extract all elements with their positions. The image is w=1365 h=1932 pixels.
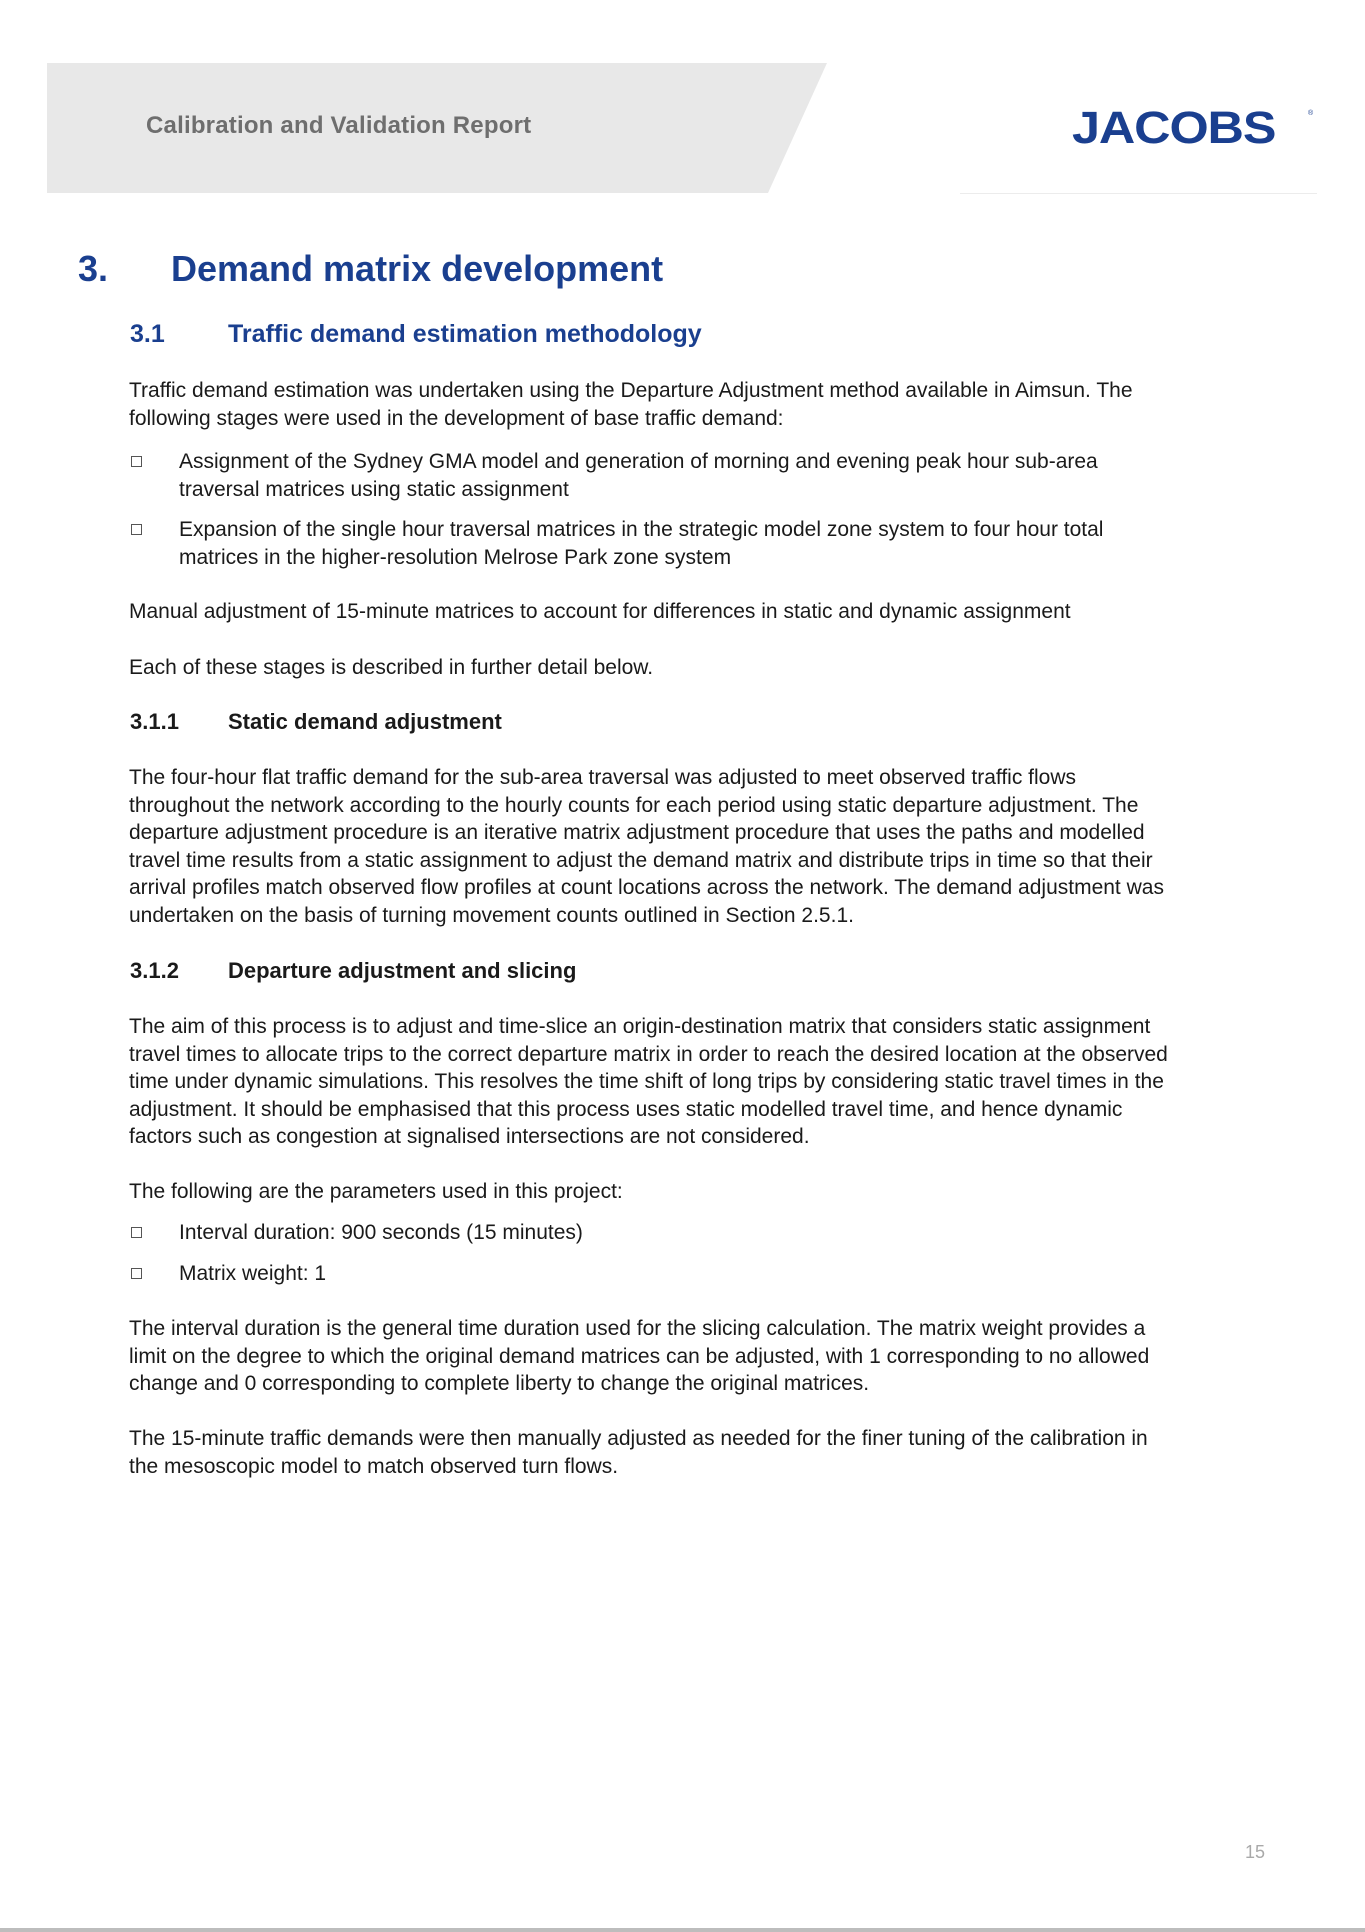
manual-adjustment-paragraph: Manual adjustment of 15-minute matrices to account for differences in static and dynamic assignment [129,600,1071,623]
text-line: travel time results from a static assignment to adjust the demand matrix and distribute trips in time so that their [129,848,1153,872]
page-bottom-edge [0,1928,1365,1932]
text-line: The 15-minute traffic demands were then manually adjusted as needed for the finer tuning of the calibration in [129,1427,1148,1450]
text-line: the mesoscopic model to match observed turn flows. [129,1454,619,1478]
heading-number: 3.1.1 [130,709,179,734]
text-line: matrices in the higher-resolution Melrose Park zone system [179,545,732,569]
text-line: following stages were used in the development of base traffic demand: [129,406,784,430]
text-line: undertaken on the basis of turning movement counts outlined in Section 2.5.1. [129,903,854,927]
checkbox-bullet-icon [131,1268,142,1279]
text-line: time under dynamic simulations. This resolves the time shift of long trips by considering static travel times in the [129,1070,1164,1093]
parameters-intro: The following are the parameters used in this project: [129,1180,623,1203]
text-line: factors such as congestion at signalised intersections are not considered. [129,1125,810,1148]
text-line: The interval duration is the general time duration used for the slicing calculation. The matrix weight provides a [129,1317,1146,1340]
text-line: arrival profiles match observed flow profiles at count locations across the network. The demand adjustment was [129,876,1164,899]
text-line: The aim of this process is to adjust and time-slice an origin-destination matrix that considers static assignment [129,1015,1151,1038]
page-number: 15 [1245,1842,1266,1862]
text-line: departure adjustment procedure is an iterative matrix adjustment procedure that uses the paths and modelled [129,821,1145,844]
checkbox-bullet-icon [131,524,142,535]
text-line: The four-hour flat traffic demand for the sub-area traversal was adjusted to meet observed traffic flows [129,766,1077,789]
checkbox-bullet-icon [131,1227,142,1238]
final-paragraph [129,1425,1269,1480]
document-title: Calibration and Validation Report [146,112,532,139]
departure-slicing-paragraph [129,1013,1269,1151]
each-stage-paragraph: Each of these stages is described in further detail below. [129,656,654,679]
static-demand-paragraph [129,764,1269,929]
text-line: traversal matrices using static assignment [179,477,569,501]
text-line: Expansion of the single hour traversal matrices in the strategic model zone system to four hour total [179,518,1104,541]
text-line: Assignment of the Sydney GMA model and generation of morning and evening peak hour sub-area [179,450,1098,473]
section-title: Demand matrix development [171,248,664,289]
registered-mark: ® [1308,110,1314,117]
heading-title: Static demand adjustment [228,709,502,734]
checkbox-bullet-icon [131,456,142,467]
text-line: change and 0 corresponding to complete liberty to change the original matrices. [129,1372,870,1395]
text-line: adjustment. It should be emphasised that this process uses static modelled travel time, and hence dynamic [129,1097,1123,1121]
heading-title: Departure adjustment and slicing [228,958,577,983]
interval-paragraph [129,1315,1269,1398]
section-number: 3. [78,248,109,289]
text-line: Traffic demand estimation was undertaken using the Departure Adjustment method available in Aimsun. The [129,379,1133,402]
intro-paragraph [129,377,1269,432]
text-line: throughout the network according to the hourly counts for each period using static departure adjustment. The [129,793,1139,817]
text-line: travel times to allocate trips to the correct departure matrix in order to reach the desired location at the observed [129,1042,1168,1066]
jacobs-logo: JACOBS [1072,102,1276,153]
header-divider [960,193,1317,194]
text-line: limit on the degree to which the original demand matrices can be adjusted, with 1 corresponding to no allowed [129,1344,1150,1368]
heading-number: 3.1.2 [130,958,179,983]
subsection-number: 3.1 [130,320,165,348]
subsection-title: Traffic demand estimation methodology [228,320,702,348]
